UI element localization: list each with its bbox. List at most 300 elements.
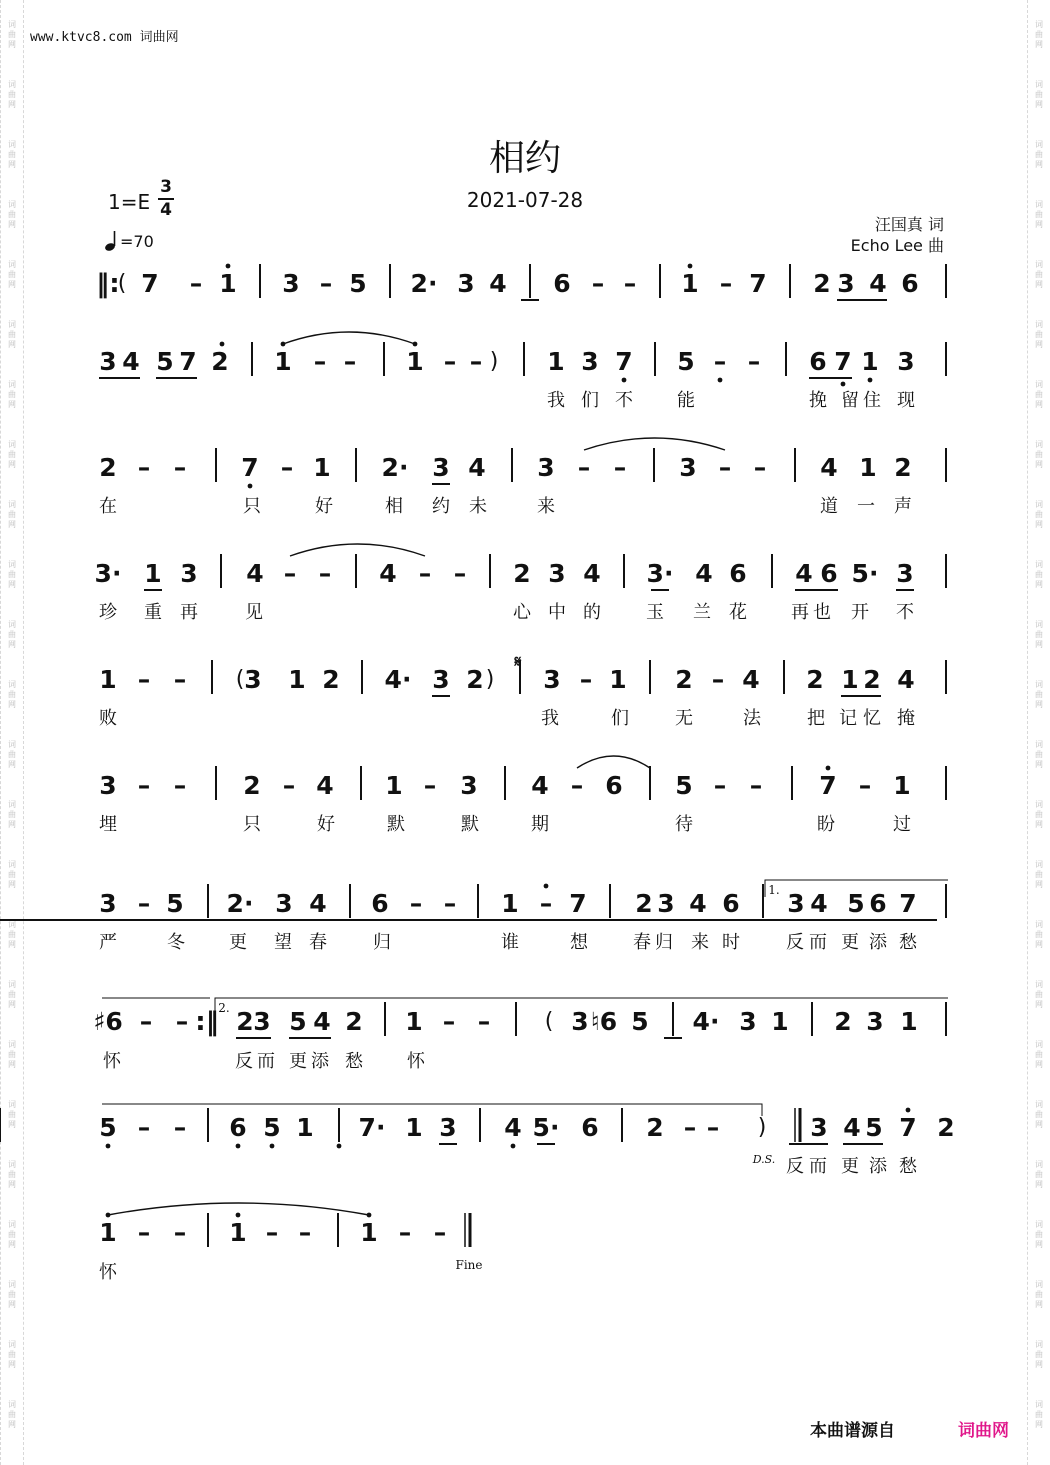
lyric: 而 <box>809 932 827 953</box>
dash: – <box>442 1007 456 1036</box>
note: 4 <box>795 559 813 588</box>
lyric: 住 <box>863 390 881 411</box>
note: 3 <box>432 665 450 694</box>
note: 3 <box>543 665 561 694</box>
site-url: www.ktvc8.com 词曲网 <box>30 30 179 45</box>
watermark-mark: 词 曲 网 <box>8 1040 16 1069</box>
lyric: 望 <box>274 932 292 953</box>
lyric: 更 <box>841 932 859 953</box>
note: 2· <box>226 889 254 918</box>
note: 5 <box>677 347 695 376</box>
note: 3 <box>896 559 914 588</box>
note: 7 <box>819 771 837 800</box>
note: 4 <box>695 559 713 588</box>
note: 1 <box>859 453 877 482</box>
lyric: 留 <box>841 390 859 411</box>
lyric: 好 <box>315 496 333 517</box>
low-dot <box>270 1144 275 1149</box>
dash: – <box>137 1218 151 1247</box>
lyric: 怀 <box>99 1262 117 1283</box>
lyric: 而 <box>809 1156 827 1177</box>
lyric: 挽 <box>809 390 827 411</box>
lyric: 怀 <box>407 1051 425 1072</box>
note: 2 <box>236 1007 254 1036</box>
low-dot <box>248 484 253 489</box>
lyric: 能 <box>677 390 695 411</box>
dash: – <box>453 559 467 588</box>
note: 7 <box>179 347 197 376</box>
high-dot <box>826 766 831 771</box>
dash: – <box>280 453 294 482</box>
dash: – <box>577 453 591 482</box>
note: 3 <box>253 1007 271 1036</box>
lyric: 我 <box>541 708 559 729</box>
lyric: 再 <box>180 602 198 623</box>
note: 1 <box>99 665 117 694</box>
watermark-mark: 词 曲 网 <box>1035 500 1043 529</box>
note: 6 <box>605 771 623 800</box>
note: 7 <box>899 1113 917 1142</box>
low-dot <box>622 378 627 383</box>
note: 1 <box>385 771 403 800</box>
watermark-mark: 词 曲 网 <box>1035 200 1043 229</box>
dash: – <box>753 453 767 482</box>
note: 2 <box>211 347 229 376</box>
note: 3 <box>866 1007 884 1036</box>
note: 3 <box>432 453 450 482</box>
note: 1 <box>296 1113 314 1142</box>
watermark-mark: 词 曲 网 <box>8 380 16 409</box>
note: 2 <box>635 889 653 918</box>
lyric: 无 <box>675 708 693 729</box>
watermark-mark: 词 曲 网 <box>8 560 16 589</box>
note: 4 <box>313 1007 331 1036</box>
note: ♮6 <box>590 1007 618 1036</box>
lyric: 过 <box>893 814 911 835</box>
dash: – <box>747 347 761 376</box>
note: 1 <box>841 665 859 694</box>
low-dot <box>511 1144 516 1149</box>
dash: – <box>579 665 593 694</box>
lyric: 重 <box>144 602 162 623</box>
lyric: 相 <box>385 496 403 517</box>
note: 7 <box>834 347 852 376</box>
note: 2 <box>813 269 831 298</box>
watermark-mark: 词 曲 网 <box>8 860 16 889</box>
note: 5 <box>631 1007 649 1036</box>
low-dot <box>868 378 873 383</box>
dash: – <box>591 269 605 298</box>
dash: – <box>319 269 333 298</box>
watermark-mark: 词 曲 网 <box>8 1340 16 1369</box>
note: 1 <box>900 1007 918 1036</box>
lyric: 珍 <box>99 602 117 623</box>
lyric: 玉 <box>646 602 664 623</box>
lyric: 期 <box>531 814 549 835</box>
note: 3 <box>810 1113 828 1142</box>
note: 5· <box>851 559 879 588</box>
note: 2 <box>99 453 117 482</box>
note: 1 <box>861 347 879 376</box>
note: 1 <box>219 269 237 298</box>
note: 1 <box>313 453 331 482</box>
low-dot <box>106 1144 111 1149</box>
note: 3 <box>244 665 262 694</box>
note: 6 <box>229 1113 247 1142</box>
paren: ( <box>544 1009 554 1034</box>
dash: – <box>265 1218 279 1247</box>
dash: – <box>469 347 483 376</box>
lyric: 怀 <box>103 1051 121 1072</box>
note: 5 <box>99 1113 117 1142</box>
lyric: 开 <box>851 602 869 623</box>
note: 4 <box>583 559 601 588</box>
lyric: 添 <box>869 1156 887 1177</box>
dash: – <box>711 665 725 694</box>
lyric: 现 <box>897 390 915 411</box>
lyric: 也 <box>813 602 831 623</box>
lyricist-credit: 汪国真 词 <box>874 215 944 234</box>
watermark-mark: 词 曲 网 <box>8 200 16 229</box>
dash: – <box>313 347 327 376</box>
note: 2 <box>466 665 484 694</box>
barline-text: ‖ <box>467 1249 469 1250</box>
note: 1 <box>547 347 565 376</box>
paren: ) <box>485 667 495 692</box>
low-dot <box>718 378 723 383</box>
dash: – <box>418 559 432 588</box>
tempo-value: =70 <box>120 232 154 251</box>
dash: – <box>718 453 732 482</box>
fine-mark: Fine <box>455 1258 483 1272</box>
note: 7· <box>358 1113 386 1142</box>
low-dot <box>337 1144 342 1149</box>
dash: – <box>173 1218 187 1247</box>
note: 6 <box>809 347 827 376</box>
paren: ( <box>117 271 127 296</box>
note: 3 <box>581 347 599 376</box>
dash: – <box>539 889 553 918</box>
repeat-sign: ‖: <box>96 269 120 299</box>
lyric: 们 <box>611 708 629 729</box>
note: 2 <box>646 1113 664 1142</box>
lyric: 不 <box>615 390 633 411</box>
watermark-mark: 词 曲 网 <box>8 20 16 49</box>
tie <box>290 544 425 556</box>
high-dot <box>220 342 225 347</box>
note: 4 <box>897 665 915 694</box>
watermark-mark: 词 曲 网 <box>1035 680 1043 709</box>
note: 1 <box>405 1007 423 1036</box>
watermark-mark: 词 曲 网 <box>8 1400 16 1429</box>
note: 4 <box>869 269 887 298</box>
lyric: 严 <box>99 932 117 953</box>
note: 5 <box>847 889 865 918</box>
note: 1 <box>274 347 292 376</box>
note: 2 <box>322 665 340 694</box>
watermark-mark: 词 曲 网 <box>1035 620 1043 649</box>
lyric: 添 <box>311 1051 329 1072</box>
note: 3 <box>548 559 566 588</box>
note: 1 <box>144 559 162 588</box>
low-dot <box>236 1144 241 1149</box>
note: 1 <box>771 1007 789 1036</box>
lyric: 声 <box>894 496 912 517</box>
note: 3 <box>99 771 117 800</box>
dash: – <box>137 1113 151 1142</box>
dash: – <box>175 1007 189 1036</box>
watermark-mark: 词 曲 网 <box>1035 320 1043 349</box>
lyric: 我 <box>547 390 565 411</box>
dash: – <box>713 347 727 376</box>
note: 2 <box>675 665 693 694</box>
paren: ) <box>757 1115 767 1140</box>
note: 5 <box>263 1113 281 1142</box>
lyric: 愁 <box>345 1051 363 1072</box>
note: 7 <box>569 889 587 918</box>
note: 1 <box>288 665 306 694</box>
watermark-mark: 词 曲 网 <box>1035 1040 1043 1069</box>
note: 3· <box>646 559 674 588</box>
note: 2 <box>863 665 881 694</box>
note: 2 <box>894 453 912 482</box>
note: 3 <box>679 453 697 482</box>
note: 2 <box>513 559 531 588</box>
note: 2 <box>345 1007 363 1036</box>
lyric: 谁 <box>501 932 519 953</box>
dash: – <box>613 453 627 482</box>
dash: – <box>137 453 151 482</box>
watermark-mark: 词 曲 网 <box>8 980 16 1009</box>
note: 4 <box>689 889 707 918</box>
dash: – <box>683 1113 697 1142</box>
lyric: 记 <box>839 708 857 729</box>
note: 4 <box>489 269 507 298</box>
dash: – <box>343 347 357 376</box>
note: 6 <box>371 889 389 918</box>
note: 3 <box>537 453 555 482</box>
lyric: 只 <box>243 814 261 835</box>
note: 3 <box>787 889 805 918</box>
watermark-mark: 词 曲 网 <box>8 800 16 829</box>
dash: – <box>318 559 332 588</box>
lyric: 好 <box>317 814 335 835</box>
composer-credit: Echo Lee 曲 <box>850 236 944 255</box>
note: 4 <box>843 1113 861 1142</box>
lyric: 败 <box>99 708 117 729</box>
lyric: 的 <box>583 602 601 623</box>
high-dot <box>688 264 693 269</box>
lyric: 在 <box>99 496 117 517</box>
note: 6 <box>901 269 919 298</box>
watermark-mark: 词 曲 网 <box>1035 1160 1043 1189</box>
dash: – <box>858 771 872 800</box>
note: 1 <box>681 269 699 298</box>
watermark-mark: 词 曲 网 <box>8 1100 16 1129</box>
dash: – <box>570 771 584 800</box>
lyric: 心 <box>513 602 531 623</box>
ds-mark: D.S. <box>752 1153 776 1166</box>
note: 4 <box>820 453 838 482</box>
lyric: 待 <box>675 814 693 835</box>
note: 2· <box>381 453 409 482</box>
watermark-mark: 词 曲 网 <box>8 620 16 649</box>
lyric: 冬 <box>167 932 185 953</box>
song-date: 2021-07-28 <box>466 188 584 212</box>
dash: – <box>173 453 187 482</box>
watermark-mark: 词 曲 网 <box>1035 1280 1043 1309</box>
watermark-mark: 词 曲 网 <box>1035 560 1043 589</box>
note: 7 <box>241 453 259 482</box>
note: 3 <box>457 269 475 298</box>
lyric: 见 <box>245 602 263 623</box>
lyric: 添 <box>869 932 887 953</box>
key-signature: 1=E <box>108 190 151 214</box>
note: 6 <box>581 1113 599 1142</box>
dash: – <box>713 771 727 800</box>
lyric: 愁 <box>899 932 917 953</box>
lyric: 更 <box>289 1051 307 1072</box>
tie <box>577 756 650 768</box>
note: 7 <box>141 269 159 298</box>
lyric: 道 <box>820 496 838 517</box>
watermark-mark: 词 曲 网 <box>1035 260 1043 289</box>
watermark-mark: 词 曲 网 <box>8 1280 16 1309</box>
watermark-mark: 词 曲 网 <box>8 740 16 769</box>
note: 1 <box>609 665 627 694</box>
note: 4 <box>742 665 760 694</box>
note: 2 <box>834 1007 852 1036</box>
watermark-mark: 词 曲 网 <box>1035 1100 1043 1129</box>
high-dot <box>226 264 231 269</box>
note: 7 <box>615 347 633 376</box>
dash: – <box>623 269 637 298</box>
watermark-mark: 词 曲 网 <box>1035 1400 1043 1429</box>
note: 6 <box>553 269 571 298</box>
dash: – <box>139 1007 153 1036</box>
watermark-mark: 词 曲 网 <box>8 140 16 169</box>
note: 1 <box>229 1218 247 1247</box>
volta-1-label: 1. <box>768 883 780 897</box>
lyric: 反 <box>235 1051 253 1072</box>
note: 3 <box>439 1113 457 1142</box>
note: 4 <box>316 771 334 800</box>
lyric: 只 <box>243 496 261 517</box>
footer-source: 本曲谱源自 <box>810 1421 895 1441</box>
note: 4 <box>122 347 140 376</box>
time-top: 3 <box>160 177 172 197</box>
dash: – <box>173 771 187 800</box>
dash: – <box>137 771 151 800</box>
note: 4· <box>692 1007 720 1036</box>
dash: – <box>443 889 457 918</box>
note: 3 <box>99 889 117 918</box>
footer-brand: 词曲网 <box>958 1421 1009 1441</box>
lyric: 来 <box>537 496 555 517</box>
lyric: 愁 <box>899 1156 917 1177</box>
watermark-mark: 词 曲 网 <box>8 1220 16 1249</box>
watermark-mark: 词 曲 网 <box>1035 20 1043 49</box>
lyric: 一 <box>857 496 875 517</box>
dash: – <box>433 1218 447 1247</box>
lyric: 归 <box>655 932 673 953</box>
note: 3· <box>94 559 122 588</box>
lyric: 反 <box>786 932 804 953</box>
lyric: 想 <box>570 932 588 953</box>
dash: – <box>719 269 733 298</box>
watermark-mark: 词 曲 网 <box>8 320 16 349</box>
dash: – <box>298 1218 312 1247</box>
watermark-mark: 词 曲 网 <box>8 500 16 529</box>
watermark-mark: 词 曲 网 <box>1035 440 1043 469</box>
lyric: 默 <box>387 814 405 835</box>
dash: – <box>409 889 423 918</box>
watermark-mark: 词 曲 网 <box>1035 140 1043 169</box>
lyric: 法 <box>743 708 761 729</box>
note: 5· <box>532 1113 560 1142</box>
lyric: 春 <box>309 932 327 953</box>
note: 4 <box>468 453 486 482</box>
note: 5 <box>156 347 174 376</box>
dash: – <box>423 771 437 800</box>
song-title: 相约 <box>488 138 561 179</box>
high-dot <box>906 1108 911 1113</box>
tie <box>283 332 415 344</box>
watermark-mark: 词 曲 网 <box>1035 380 1043 409</box>
note: 5 <box>675 771 693 800</box>
note: 1 <box>360 1218 378 1247</box>
dash: – <box>173 665 187 694</box>
dash: – <box>189 269 203 298</box>
watermark-mark: 词 曲 网 <box>8 440 16 469</box>
lyric: 约 <box>432 496 450 517</box>
dash: – <box>282 771 296 800</box>
note: 2 <box>243 771 261 800</box>
paren: ) <box>489 349 499 374</box>
lyric: 而 <box>257 1051 275 1072</box>
dash: – <box>137 889 151 918</box>
note: 1 <box>99 1218 117 1247</box>
watermark-mark: 词 曲 网 <box>8 680 16 709</box>
note: 4 <box>504 1113 522 1142</box>
note: 7 <box>749 269 767 298</box>
lyric: 更 <box>229 932 247 953</box>
note: 6 <box>869 889 887 918</box>
note: 1 <box>406 347 424 376</box>
note: 3 <box>897 347 915 376</box>
lyric: 中 <box>548 602 566 623</box>
note: 2 <box>937 1113 955 1142</box>
watermark-mark: 词 曲 网 <box>8 260 16 289</box>
high-dot <box>544 884 549 889</box>
note: 5 <box>289 1007 307 1036</box>
time-bottom: 4 <box>160 200 172 220</box>
note: 3 <box>282 269 300 298</box>
watermark-mark: 词 曲 网 <box>8 920 16 949</box>
note: 5 <box>166 889 184 918</box>
note: 2 <box>806 665 824 694</box>
volta-2-label: 2. <box>218 1001 230 1015</box>
note: 4 <box>379 559 397 588</box>
note: 7 <box>899 889 917 918</box>
lyric: 把 <box>807 708 825 729</box>
dash: – <box>749 771 763 800</box>
note: 5 <box>865 1113 883 1142</box>
note: 1 <box>405 1113 423 1142</box>
dash: – <box>477 1007 491 1036</box>
dash: – <box>137 665 151 694</box>
repeat-sign: :‖ <box>195 1007 219 1037</box>
